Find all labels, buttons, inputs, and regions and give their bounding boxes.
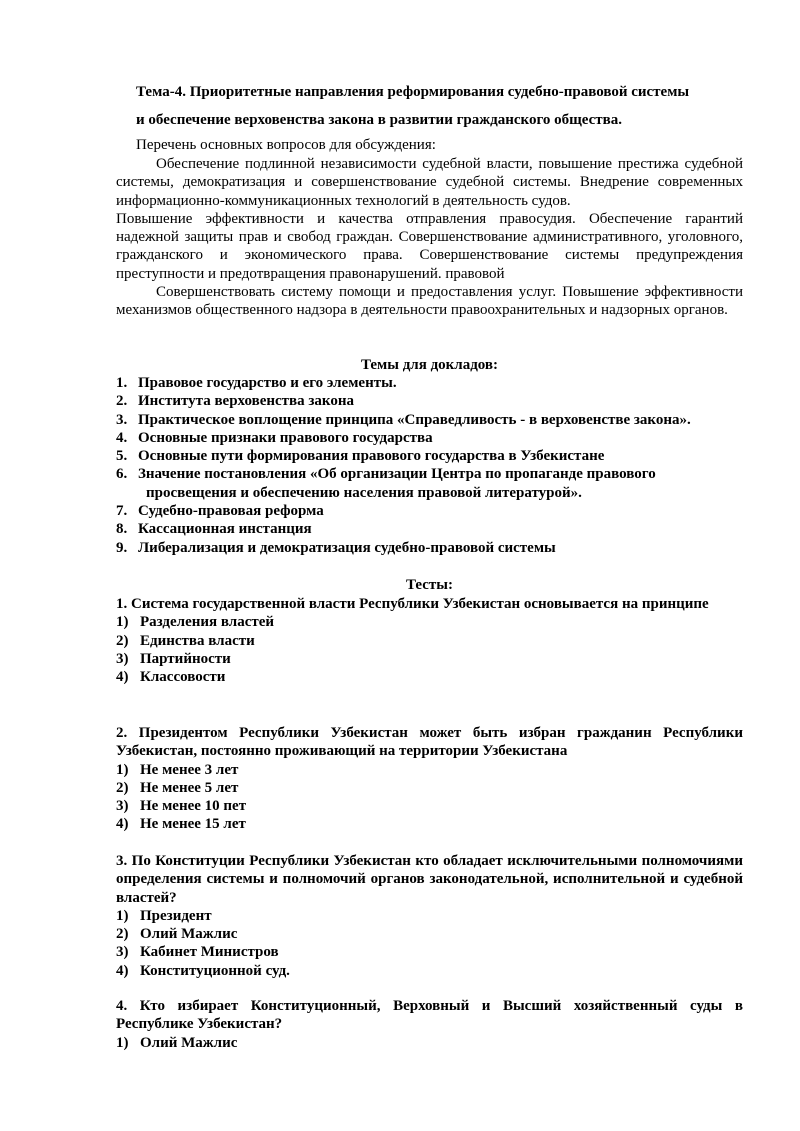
option-number: 1) (116, 1034, 129, 1051)
option-text: Президент (140, 907, 212, 924)
answer-option (116, 668, 743, 686)
theme-item (116, 411, 743, 429)
theme-item (116, 392, 743, 410)
body-paragraph: Повышение эффективности и качества отправления правосудия. Обеспечение гарантий надежной защиты прав и свобод граждан. Совершенствование административного, уголовного, гражданского и экономического права. Совершенствование системы предупреждения преступности и предотвращения правонарушений. правовой (116, 210, 743, 282)
theme-item (116, 539, 743, 557)
option-number: 1) (116, 907, 129, 924)
theme-number: 5. (116, 448, 128, 465)
answer-options (116, 1034, 743, 1052)
tests-heading: Тесты: (405, 577, 453, 593)
answer-option (116, 815, 743, 833)
answer-options (116, 613, 743, 686)
question-text: 1. Система государственной власти Республики Узбекистан основывается на принципе (116, 596, 709, 612)
option-text: Единства власти (140, 632, 255, 649)
theme-item (116, 502, 743, 520)
theme-item (116, 447, 743, 465)
theme-text: Основные пути формирования правового государства в Узбекистане (138, 448, 605, 465)
theme-number: 7. (116, 503, 128, 520)
answer-option (116, 943, 743, 961)
answer-options (116, 761, 743, 834)
question-text: 4. Кто избирает Конституционный, Верховный и Высший хозяйственный суды в Республике Узбекистан? (116, 998, 743, 1033)
theme-item (116, 465, 743, 502)
question-text: 3. По Конституции Республики Узбекистан кто обладает исключительными полномочиями определения системы и полномочий органов законодательной, исполнительной и судебной властей? (116, 853, 743, 906)
option-text: Не менее 5 лет (140, 779, 239, 796)
theme-text: Института верховенства закона (138, 393, 354, 410)
theme-number: 6. (116, 466, 128, 483)
theme-item (116, 429, 743, 447)
theme-number: 1. (116, 375, 128, 391)
body-paragraph: Совершенствовать систему помощи и предоставления услуг. Повышение эффективности механизмов общественного надзора в деятельности правоохранительных и надзорных органов. (116, 284, 743, 319)
test-question-1 (116, 595, 743, 686)
answer-option (116, 632, 743, 650)
option-number: 4) (116, 669, 129, 686)
option-number: 3) (116, 798, 129, 815)
option-text: Не менее 3 лет (140, 761, 239, 778)
themes-list (116, 374, 743, 557)
theme-number: 4. (116, 429, 128, 446)
theme-number: 3. (116, 411, 128, 428)
answer-option (116, 650, 743, 668)
theme-item (116, 520, 743, 538)
theme-text: Практическое воплощение принципа «Справедливость - в верховенстве закона». (138, 411, 691, 428)
option-text: Кабинет Министров (140, 944, 279, 961)
option-number: 2) (116, 779, 129, 796)
option-number: 4) (116, 962, 129, 979)
option-text: Олий Мажлис (140, 1034, 238, 1051)
answer-option (116, 613, 743, 631)
answer-option (116, 1034, 743, 1052)
theme-text: Значение постановления «Об организации Центра по пропаганде правового просвещения и обеспечению населения правовой литературой». (138, 466, 656, 501)
answer-option (116, 779, 743, 797)
question-text: 2. Президентом Республики Узбекистан может быть избран гражданин Республики Узбекистан, постоянно проживающий на территории Узбекистана (116, 725, 743, 760)
answer-option (116, 907, 743, 925)
test-question-4 (116, 997, 743, 1052)
option-number: 1) (116, 761, 129, 778)
option-number: 3) (116, 650, 129, 667)
theme-number: 2. (116, 393, 128, 410)
option-text: Не менее 15 лет (140, 816, 246, 833)
answer-option (116, 962, 743, 980)
option-number: 3) (116, 944, 129, 961)
answer-option (116, 797, 743, 815)
option-number: 2) (116, 926, 129, 943)
option-text: Не менее 10 пет (140, 798, 247, 815)
theme-number: 9. (116, 539, 128, 556)
answer-options (116, 907, 743, 980)
discussion-body (116, 155, 743, 320)
theme-text: Правовое государство и его элементы. (138, 375, 397, 391)
theme-text: Судебно-правовая реформа (138, 503, 324, 520)
topic-title-line-1: Тема-4. Приоритетные направления реформирования судебно-правовой системы (136, 84, 690, 100)
theme-text: Кассационная инстанция (138, 521, 312, 538)
option-text: Классовости (140, 669, 226, 686)
theme-text: Основные признаки правового государства (138, 429, 433, 446)
topic-title-line-2: и обеспечение верховенства закона в развитии гражданского общества. (136, 112, 623, 128)
test-question-2 (116, 724, 743, 834)
option-text: Партийности (140, 650, 231, 667)
answer-option (116, 761, 743, 779)
option-text: Конституционной суд. (140, 962, 290, 979)
option-text: Олий Мажлис (140, 926, 238, 943)
test-question-3 (116, 852, 743, 980)
theme-number: 8. (116, 521, 128, 538)
theme-text: Либерализация и демократизация судебно-правовой системы (138, 539, 556, 556)
themes-heading: Темы для докладов: (360, 357, 499, 373)
option-number: 2) (116, 632, 129, 649)
option-text: Разделения властей (140, 614, 275, 631)
option-number: 1) (116, 614, 129, 631)
body-paragraph: Обеспечение подлинной независимости судебной власти, повышение престижа судебной системы, демократизация и совершенствование судебной системы. Внедрение современных информационно-коммуникационных технологий в деятельность судов. (116, 156, 743, 209)
answer-option (116, 925, 743, 943)
option-number: 4) (116, 816, 129, 833)
theme-item (116, 374, 743, 392)
discussion-intro: Перечень основных вопросов для обсуждения: (136, 137, 436, 153)
